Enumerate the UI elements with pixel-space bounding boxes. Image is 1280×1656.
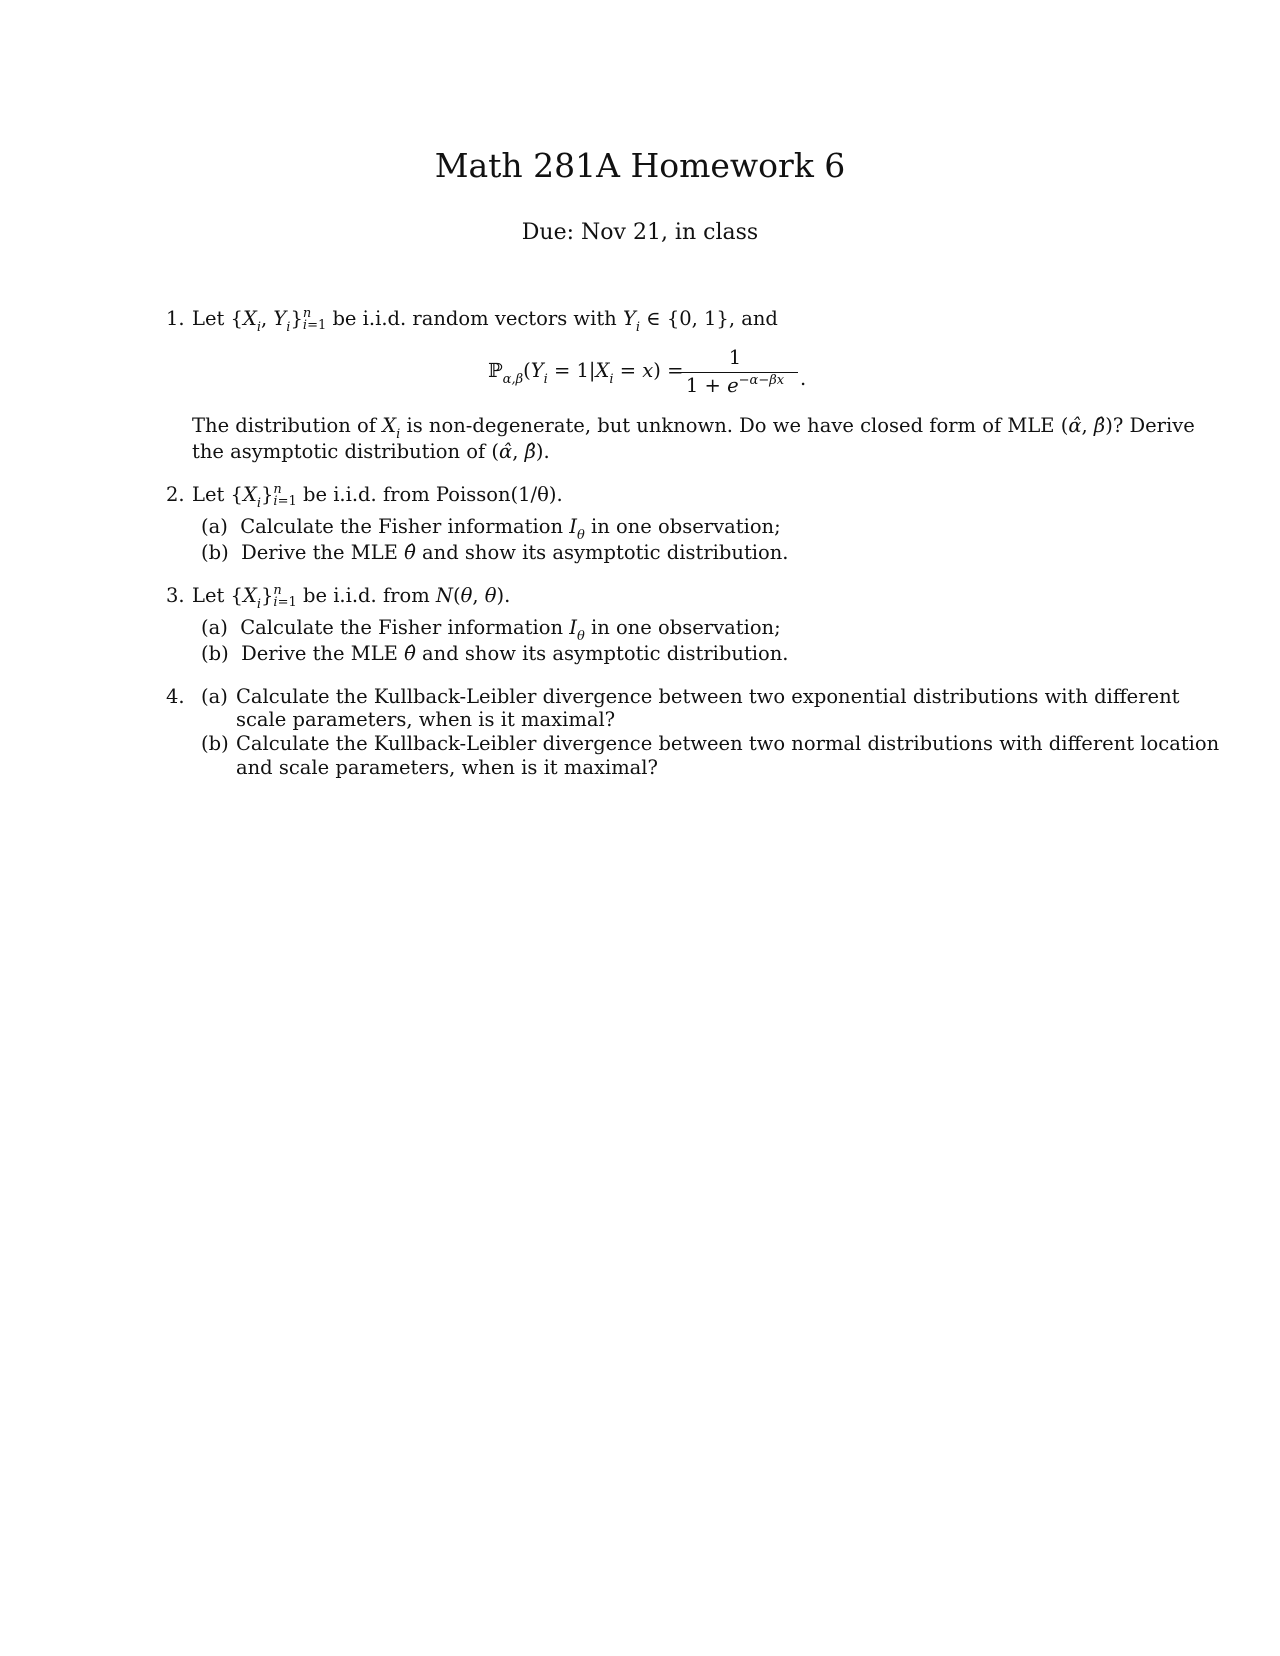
problem-3-number: 3. (166, 584, 185, 607)
document-title: Math 281A Homework 6 (434, 146, 846, 185)
problem-1-fraction (672, 346, 798, 400)
problem-2a: (a) Calculate the Fisher information $I_\theta$ in one observation; (201, 515, 781, 543)
equation-period: . (800, 367, 807, 390)
fraction-denominator: $1 + e^{-\alpha-\beta x}$ (685, 373, 785, 397)
problem-1-equation-lhs: $ℙ_{\alpha,\beta}(Y_i = 1|X_i = x)$ = (488, 359, 684, 387)
due-date: Due: Nov 21, in class (521, 220, 759, 245)
problem-2-intro: Let $\{X_i\}$ n i=1 be i.i.d. from Poisson(1/θ). (192, 481, 563, 511)
problem-2b: (b) Derive the MLE θ̂ and show its asymptotic distribution. (201, 541, 789, 564)
problem-4a-line-2: scale parameters, when is it maximal? (236, 708, 616, 731)
problem-3b: (b) Derive the MLE θ̂ and show its asymptotic distribution. (201, 642, 789, 665)
set-notation: {$X_i$, $Y_i$} n i=1 (230, 305, 327, 335)
problem-4b-line-1: Calculate the Kullback-Leibler divergence between two normal distributions with different location (236, 732, 1220, 755)
problem-1-text-line-1: The distribution of $X_i$ is non-degenerate, but unknown. Do we have closed form of MLE (α̂, β̂)? Derive (192, 414, 1195, 442)
problem-3a: (a) Calculate the Fisher information $I_\theta$ in one observation; (201, 616, 781, 644)
fraction-numerator: 1 (728, 346, 742, 369)
problem-1-number: 1. (166, 307, 185, 330)
problem-4-number: 4. (166, 685, 185, 708)
problem-4a-label: (a) (201, 685, 228, 708)
problem-1-intro: Let {$X_i$, $Y_i$} n i=1 be i.i.d. random vectors with $Y_i$ ∈ {0, 1}, and (192, 305, 778, 335)
problem-3-intro: Let $\{X_i\}$ n i=1 be i.i.d. from N(θ, θ). (192, 582, 511, 612)
problem-1-text-line-2: the asymptotic distribution of (α̂, β̂). (192, 440, 550, 463)
problem-4b-line-2: and scale parameters, when is it maximal? (236, 756, 659, 779)
problem-2-number: 2. (166, 483, 185, 506)
problem-4a-line-1: Calculate the Kullback-Leibler divergence between two exponential distributions with different (236, 685, 1180, 708)
problem-4b-label: (b) (201, 732, 229, 755)
